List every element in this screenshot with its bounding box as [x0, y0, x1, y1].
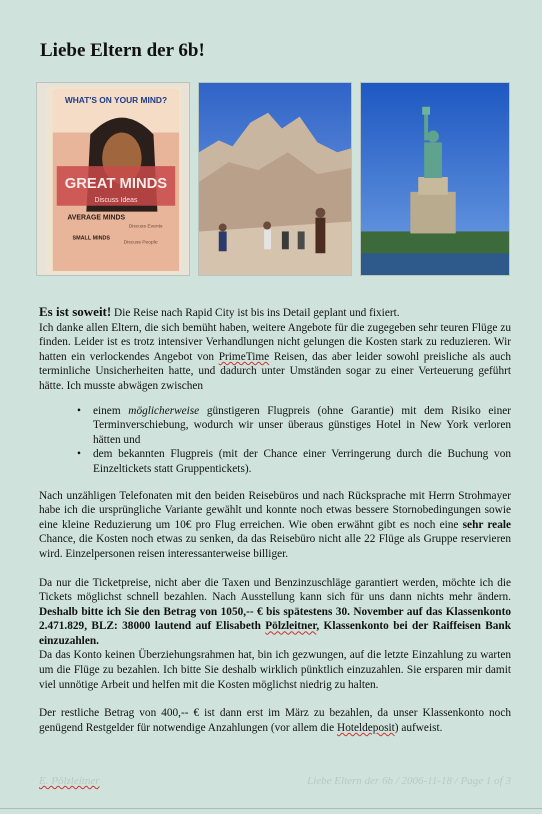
photo-strip	[36, 82, 510, 276]
page-title: Liebe Eltern der 6b!	[40, 40, 205, 61]
p3-text-a: Da nur die Ticketpreise, nicht aber die Taxen und Benzinzuschläge garantiert werden, möchte ich die Tickets möglichst schnell bezahlen. Nach Ausstellung kann sich für uns dann nichts mehr ändern.	[39, 576, 511, 604]
paragraph-3	[39, 576, 511, 649]
bullet-1-post: günstigeren Flugpreis (ohne Garantie) mit dem Risiko einer Terminverschiebung, wodurch wir unser überaus günstiges Hotel in New York verloren hätten und	[93, 404, 511, 446]
paragraph-2	[39, 489, 511, 562]
footer-author: E. Pölzleitner	[39, 775, 100, 787]
book-title: GREAT MINDS	[64, 175, 168, 192]
book-sub4: SMALL MINDS	[72, 235, 111, 242]
bullet-1-italic: möglicherweise	[128, 404, 200, 417]
footer-divider	[0, 808, 542, 809]
book-sub2: AVERAGE MINDS	[67, 214, 126, 222]
book-sub5: Discuss People	[123, 240, 158, 246]
p1-rest: Reisen, das aber leider sowohl preisliche als auch terminliche Unsicherheiten hatte, und dadurch unter Umständen sogar zu einer Verteuerung geführt hätte. Ich musste abwägen zwischen	[39, 350, 511, 392]
p1-text: Ich danke allen Eltern, die sich bemüht haben, weitere Angebote für die zugegeben sehr teuren Flüge zu finden. Leider ist es trotz intensiver Verhandlungen nicht gelungen die Kosten stark zu reduzieren. Wir hatten ein verlockendes Angebot von	[39, 321, 511, 363]
book-sub3: Discuss Events	[128, 224, 163, 230]
book-heading-1: WHAT'S ON YOUR MIND?	[64, 94, 168, 105]
p4-text-a: Der restliche Betrag von 400,-- € ist dann erst im März zu bezahlen, da unser Klassenkonto noch genügend Restgelder für notwendige Anzahlungen (vor allem die	[39, 707, 511, 734]
paragraph-1	[39, 321, 511, 394]
p4-deposit: Hoteldeposit	[337, 721, 395, 734]
bullet-2-text: dem bekannten Flugpreis (mit der Chance einer Verringerung durch die Buchung von Einzeltickets statt Gruppentickets).	[93, 448, 511, 475]
options-list	[39, 404, 511, 477]
lead-rest: Die Reise nach Rapid City ist bis ins Detail geplant und fixiert.	[111, 307, 400, 319]
p3-bold-name: Pölzleitner	[265, 620, 317, 633]
p3-bold: Deshalb bitte ich Sie den Betrag von 1050,-- € bis spätestens 30. November auf das Klassenkonto 2.471.829, BLZ: 38000 lautend auf Elisabeth	[39, 605, 511, 633]
p2-text-b: Chance, die Kosten noch etwas zu senken, da das Reisebüro nicht alle 22 Flüge als Gruppe reservieren wird. Einzelpersonen reisen interessanterweise billiger.	[39, 533, 511, 560]
paragraph-4	[39, 706, 511, 735]
footer-info: Liebe Eltern der 6b / 2006-11-18 / Page 1 of 3	[307, 775, 511, 787]
p4-text-b: ) aufweist.	[394, 721, 443, 734]
letter-body	[39, 305, 511, 735]
lead-heading: Es ist soweit!	[39, 304, 112, 319]
bullet-1-pre: einem	[93, 404, 129, 417]
book-sub1: Discuss Ideas	[94, 196, 138, 204]
p1-brand: PrimeTime	[218, 350, 270, 363]
p3-bold-2: , Klassenkonto bei der Raiffeisen Bank einzuzahlen.	[39, 620, 511, 647]
list-item	[79, 447, 511, 476]
photo-book-cover	[36, 82, 190, 276]
p3-text-b: Da das Konto keinen Überziehungsrahmen hat, bin ich gezwungen, auf die letzte Einzahlung zu warten um die Flüge zu bezahlen. Ich bitte Sie deshalb wirklich pünktlich einzuzahlen. Sie ersparen mir damit viel unnötige Arbeit und helfen mit die Kosten möglichst niedrig zu halten.	[39, 649, 511, 691]
intro-paragraph	[39, 305, 511, 321]
list-item	[79, 404, 511, 448]
p2-text-a: Nach unzähligen Telefonaten mit den beiden Reisebüros und nach Rücksprache mit Herrn Strohmayer habe ich die ursprüngliche Variante gewählt und konnte noch etwas bessere Stornobedingungen sowie eine kleine Reduzierung um 10€ pro Flug erreichen. Wie oben erwähnt gibt es noch eine	[39, 489, 511, 531]
p2-bold: sehr reale	[462, 518, 512, 531]
photo-statue-of-liberty	[360, 82, 510, 276]
paragraph-3b	[39, 648, 511, 692]
photo-badlands	[198, 82, 352, 276]
